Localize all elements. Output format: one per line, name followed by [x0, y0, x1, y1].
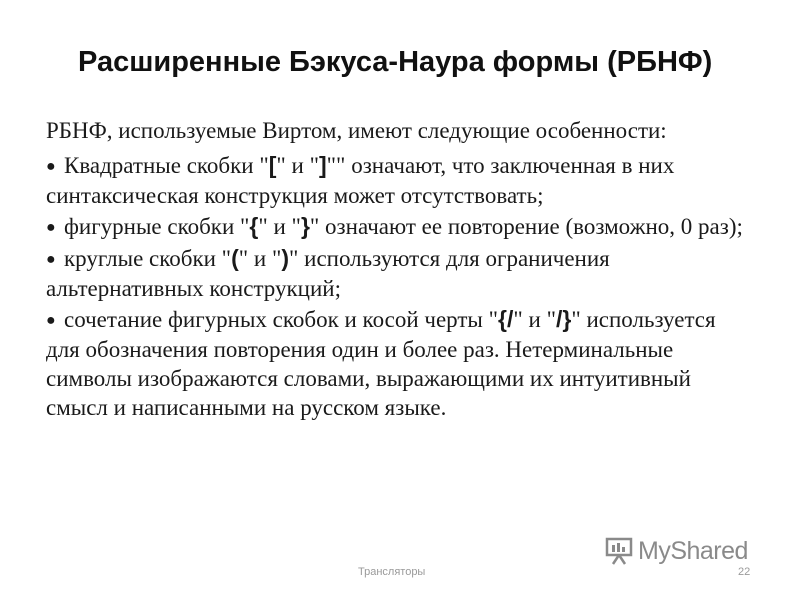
intro-paragraph: РБНФ, используемые Виртом, имеют следующие особенности:: [46, 118, 667, 143]
watermark-brand: MyShared: [638, 536, 748, 565]
bullet-icon: ●: [46, 219, 56, 236]
paren-symbol-open: (: [231, 245, 239, 271]
slide-body: [46, 116, 746, 424]
brace-slash-symbol-close: /}: [555, 306, 572, 332]
item-text-after: " используется для обозначения повторения один и более раз. Нетерминальные символы изображаются словами, выражающими их интуитивный смысл и написанными на русском языке.: [46, 307, 716, 420]
bullet-icon: ●: [46, 158, 56, 175]
bracket-symbol-close: ]: [319, 152, 327, 178]
bullet-icon: ●: [46, 251, 56, 268]
item-text-after: "" означают, что заключенная в них синтаксическая конструкция может отсутствовать;: [46, 153, 675, 208]
paren-symbol-close: ): [281, 245, 290, 271]
footer-text: Трансляторы: [358, 566, 426, 578]
watermark-logo: [604, 536, 748, 566]
item-text-middle: " и ": [258, 214, 301, 239]
item-text-before: Квадратные скобки ": [64, 153, 269, 178]
brace-symbol-close: }: [300, 213, 310, 239]
list-item: [46, 212, 746, 242]
list-item: [46, 151, 746, 210]
list-item: [46, 244, 746, 303]
item-text-middle: " и ": [276, 153, 319, 178]
presentation-board-icon: [604, 536, 634, 566]
item-text-after: " используются для ограничения альтернативных конструкций;: [46, 246, 610, 301]
item-text-after: " означают ее повторение (возможно, 0 раз);: [309, 214, 743, 239]
item-text-middle: " и ": [513, 307, 556, 332]
item-text-middle: " и ": [238, 246, 282, 271]
brace-slash-symbol-open: {/: [498, 306, 514, 332]
list-item: [46, 305, 746, 422]
item-text-before: сочетание фигурных скобок и косой черты ": [64, 307, 499, 332]
brace-symbol-open: {: [249, 213, 259, 239]
slide-title: Расширенные Бэкуса-Наура формы (РБНФ): [78, 46, 713, 78]
page-number: 22: [738, 566, 751, 578]
item-text-before: круглые скобки ": [64, 246, 232, 271]
bracket-symbol-open: [: [268, 152, 277, 178]
item-text-before: фигурные скобки ": [64, 214, 250, 239]
bullet-icon: ●: [46, 312, 56, 329]
